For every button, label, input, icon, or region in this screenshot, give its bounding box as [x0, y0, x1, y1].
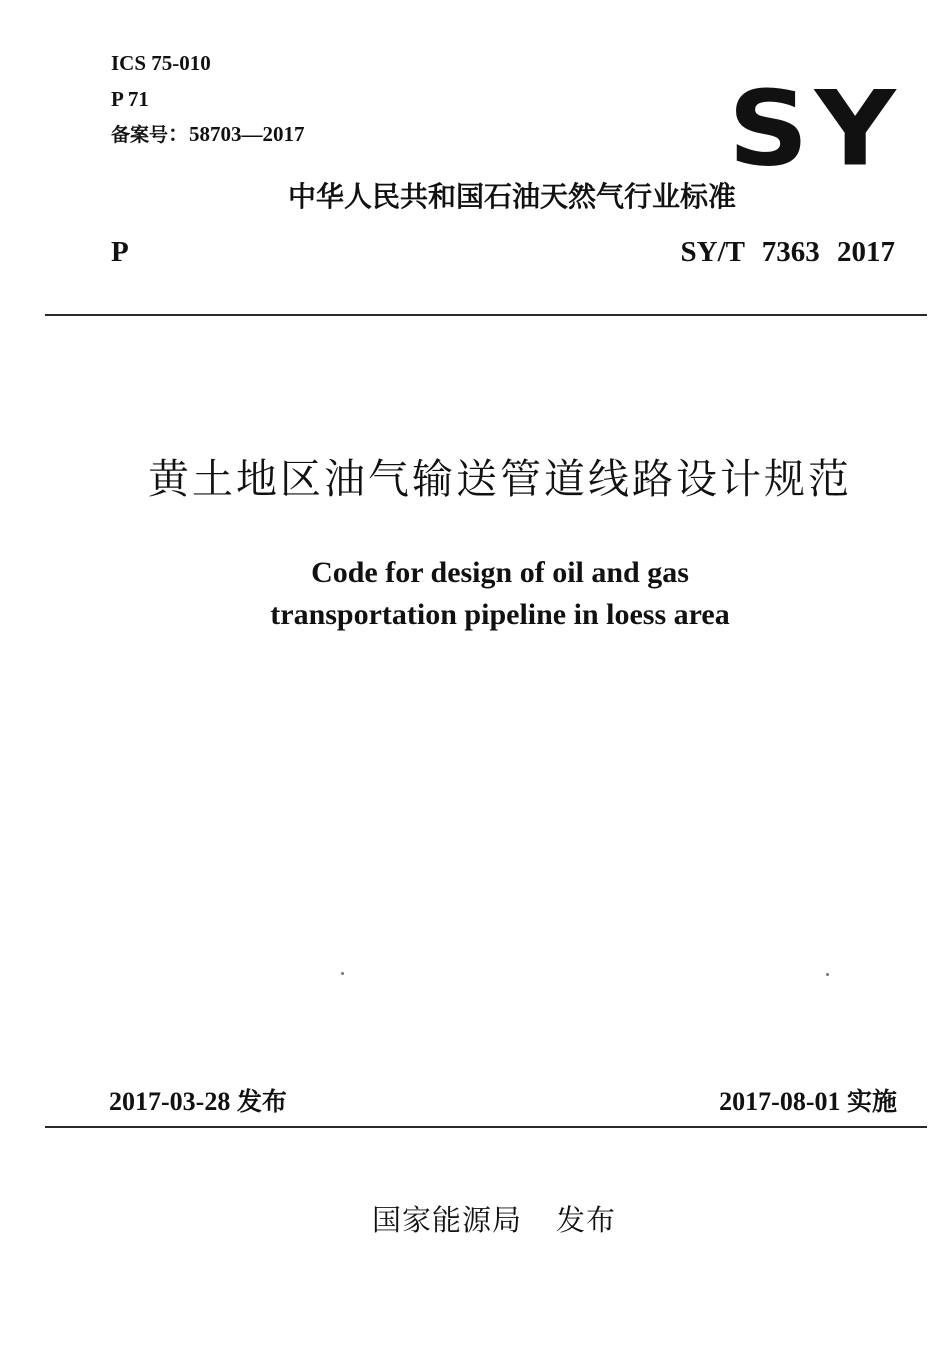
scan-speck [826, 973, 829, 976]
top-divider [45, 314, 927, 316]
ics-code: ICS 75-010 [111, 51, 211, 75]
publisher-name: 国家能源局 [372, 1203, 523, 1237]
release-date: 2017-03-28 [109, 1087, 231, 1116]
document-title-english-line2: transportation pipeline in loess area [270, 598, 730, 631]
bottom-divider [45, 1126, 927, 1128]
record-number-line [111, 124, 305, 145]
scan-speck [341, 972, 344, 975]
category-letter: P [111, 236, 129, 268]
release-date-line [109, 1082, 287, 1118]
record-label: 备案号 [111, 124, 169, 146]
ccs-code: P 71 [111, 87, 149, 111]
record-number: 58703—2017 [189, 122, 305, 146]
record-separator: ： [168, 122, 190, 146]
release-label: 发布 [236, 1087, 287, 1116]
publisher-line [372, 1198, 616, 1239]
sy-logo: SY [728, 69, 902, 190]
standard-number: SY/T 7363 2017 [680, 236, 895, 268]
industry-standard-title: 中华人民共和国石油天然气行业标准 [288, 180, 737, 213]
document-title-english-line1: Code for design of oil and gas [311, 556, 689, 589]
effective-date-line [719, 1082, 897, 1118]
publisher-action: 发布 [556, 1203, 617, 1237]
effective-label: 实施 [846, 1087, 897, 1116]
document-title-chinese: 黄土地区油气输送管道线路设计规范 [148, 455, 852, 503]
effective-date: 2017-08-01 [719, 1087, 841, 1116]
